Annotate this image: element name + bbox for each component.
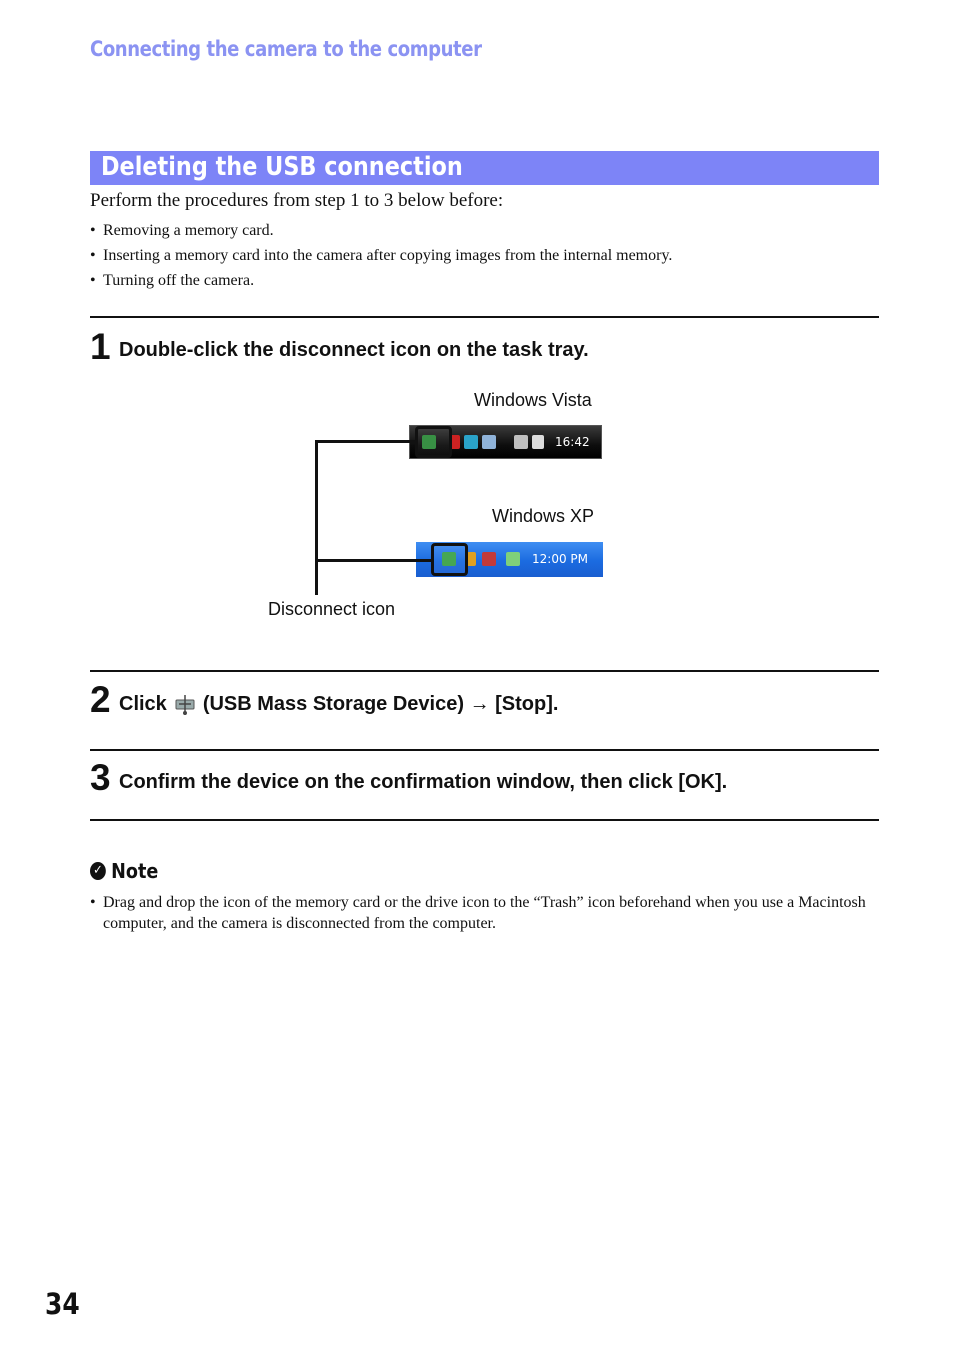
page-number: 34	[45, 1287, 80, 1321]
windows-vista-label: Windows Vista	[474, 390, 592, 410]
section-title: Deleting the USB connection	[101, 152, 463, 182]
list-item: • Inserting a memory card into the camera after copying images from the internal memory.	[90, 243, 879, 268]
xp-clock: 12:00 PM	[532, 552, 588, 566]
step-1-text: Double-click the disconnect icon on the task tray.	[119, 339, 589, 361]
chapter-header: Connecting the camera to the computer	[90, 37, 482, 61]
display-icon	[514, 435, 528, 449]
note-heading	[90, 859, 158, 883]
speaker-muted-icon	[532, 435, 544, 449]
note-heading-text: Note	[111, 859, 159, 883]
network-icon	[464, 435, 478, 449]
divider	[90, 749, 879, 751]
step-2-text-after: (USB Mass Storage Device) → [Stop].	[202, 693, 559, 715]
intro-bullet-list	[90, 218, 879, 293]
network-icon	[506, 552, 520, 566]
step-2-number: 2	[90, 679, 111, 720]
note-icon: ✓	[90, 862, 106, 880]
windows-xp-label: Windows XP	[492, 506, 595, 526]
divider	[90, 670, 879, 672]
callout-line-xp	[315, 559, 431, 562]
security-icon	[482, 552, 496, 566]
step-3-text: Confirm the device on the confirmation window, then click [OK].	[119, 771, 728, 793]
disconnect-icon-label: Disconnect icon	[268, 599, 396, 619]
step-2-text-before: Click	[119, 693, 167, 715]
usb-icon	[173, 694, 197, 716]
intro-text: Perform the procedures from step 1 to 3 below before:	[90, 190, 504, 211]
xp-disconnect-highlight	[431, 543, 468, 576]
callout-line-vertical	[315, 440, 318, 595]
divider	[90, 819, 879, 821]
step-3-number: 3	[90, 757, 111, 798]
vista-disconnect-highlight	[415, 426, 452, 458]
step-2-text	[119, 693, 558, 716]
list-item: • Removing a memory card.	[90, 218, 879, 243]
callout-line-vista	[315, 440, 415, 443]
divider	[90, 316, 879, 318]
step-1-number: 1	[90, 326, 111, 367]
vista-clock: 16:42	[555, 435, 590, 449]
list-item: • Drag and drop the icon of the memory card or the drive icon to the “Trash” icon beforehand when you use a Macintosh computer, and the camera is disconnected from the computer.	[90, 892, 879, 934]
list-item: • Turning off the camera.	[90, 268, 879, 293]
users-icon	[482, 435, 496, 449]
note-list	[90, 892, 879, 934]
